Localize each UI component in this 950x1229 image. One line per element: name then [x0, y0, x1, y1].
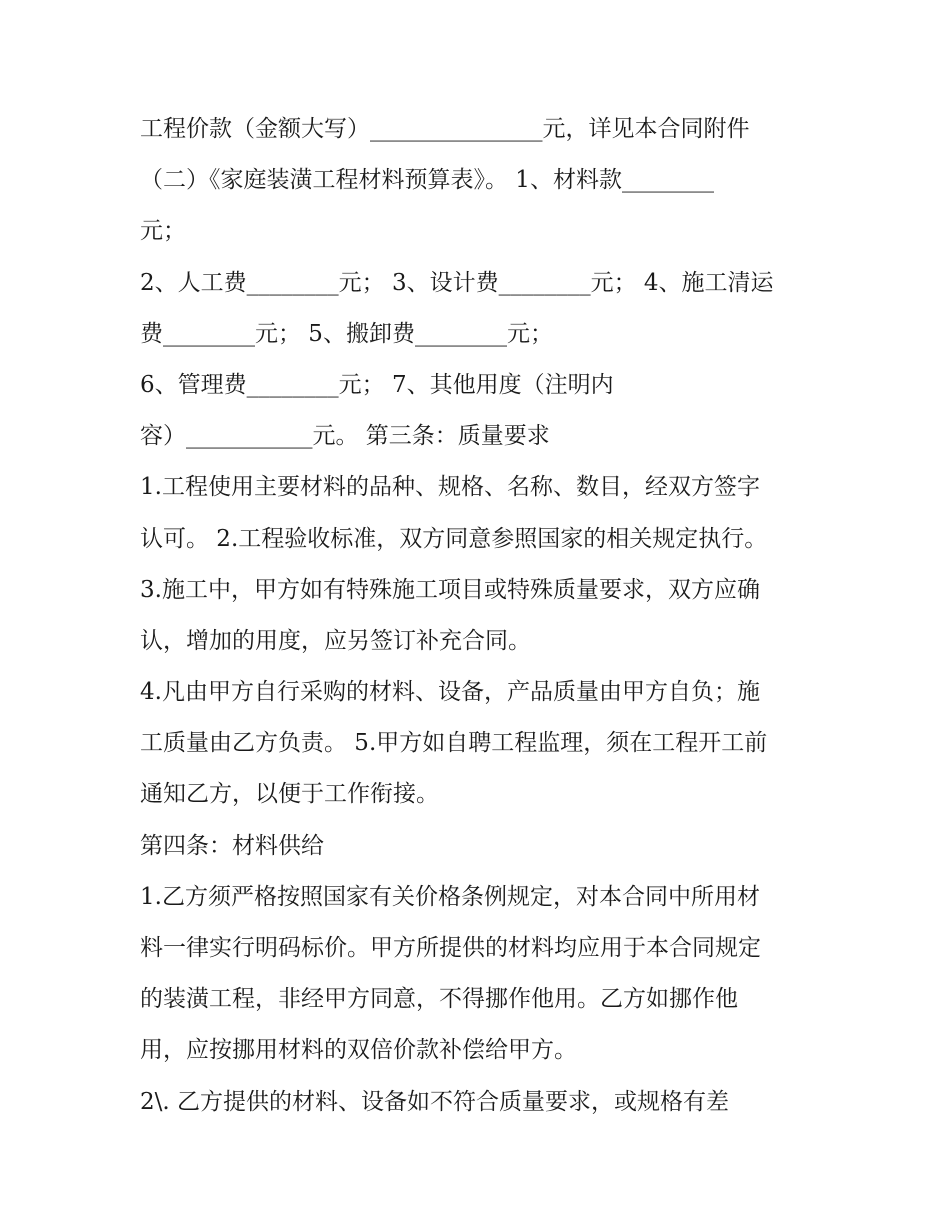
- text-line-quality-3b: 认，增加的用度，应另签订补充合同。: [140, 627, 531, 654]
- text-line-price: 工程价款（金额大写）_______________元，详见本合同附件: [140, 116, 750, 142]
- contract-text: [140, 104, 830, 1128]
- text-line-supply-1: 1.乙方须严格按照国家有关价格条例规定，对本合同中所用材: [140, 883, 760, 910]
- text-line-quality-5: 工质量由乙方负责。 5.甲方如自聘工程监理，须在工程开工前: [140, 730, 768, 757]
- text-line-supply-1c: 的装潢工程，非经甲方同意，不得挪作他用。乙方如挪作他: [140, 986, 738, 1013]
- text-line-article-three: 容）___________元。 第三条：质量要求: [140, 423, 550, 450]
- text-line-yuan: 元；: [140, 218, 186, 245]
- text-line-supply-2: 2\. 乙方提供的材料、设备如不符合质量要求，或规格有差: [140, 1088, 730, 1115]
- text-line-labor-design-fees: 2、人工费________元； 3、设计费________元； 4、施工清运: [140, 269, 774, 296]
- text-line-cleanup-moving-fees: 费________元； 5、搬卸费________元；: [140, 320, 553, 347]
- text-line-supply-1b: 料一律实行明码标价。甲方所提供的材料均应用于本合同规定: [140, 935, 761, 961]
- text-line-budget-table: （二）《家庭装潢工程材料预算表》。 1、材料款________: [140, 167, 714, 194]
- text-line-quality-3: 3.施工中，甲方如有特殊施工项目或特殊质量要求，双方应确: [140, 576, 760, 603]
- text-line-supply-1d: 用，应按挪用材料的双倍价款补偿给甲方。: [140, 1037, 577, 1064]
- text-line-quality-1: 1.工程使用主要材料的品种、规格、名称、数目，经双方签字: [140, 474, 760, 501]
- text-line-article-four: 第四条：材料供给: [140, 832, 324, 859]
- text-line-management-fee: 6、管理费________元； 7、其他用度（注明内: [140, 371, 614, 398]
- text-line-quality-5b: 通知乙方，以便于工作衔接。: [140, 781, 439, 808]
- text-line-quality-4: 4.凡由甲方自行采购的材料、设备，产品质量由甲方自负；施: [140, 679, 760, 706]
- text-line-quality-2: 认可。 2.工程验收标准，双方同意参照国家的相关规定执行。: [140, 525, 768, 552]
